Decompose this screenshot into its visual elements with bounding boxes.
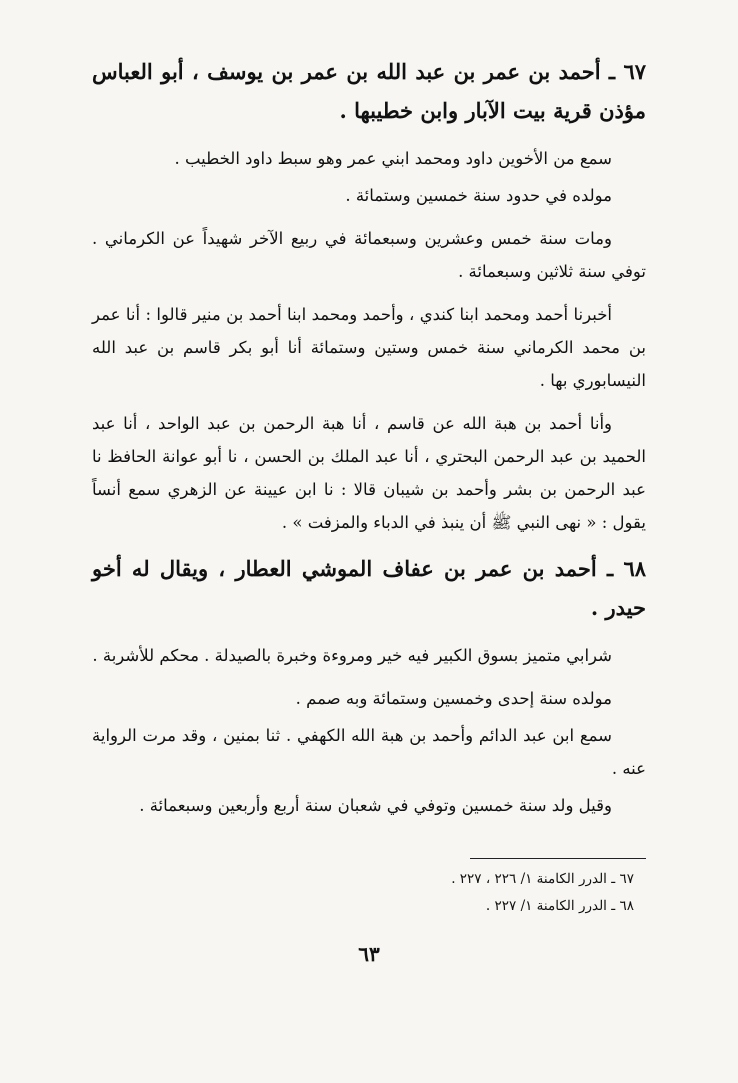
biography-entry-67 (92, 52, 646, 539)
footnote-68: ٦٨ ـ الدرر الكامنة ١/ ٢٢٧ . (485, 898, 634, 914)
entry-paragraph: ومات سنة خمس وعشرين وسبعمائة في ربيع الآخر شهيداً عن الكرماني . توفي سنة ثلاثين وسبعمائة . (92, 229, 646, 281)
entry-paragraph: أخبرنا أحمد ومحمد ابنا كندي ، وأحمد ومحمد ابنا أحمد بن منير قالوا : أنا عمر بن محمد الكرماني سنة خمس وستين وستمائة أنا أبو بكر قاسم بن عبد الله النيسابوري بها . (92, 305, 646, 390)
entry-paragraph: وقيل ولد سنة خمسين وتوفي في شعبان سنة أربع وأربعين وسبعمائة . (139, 796, 612, 815)
entry-paragraph: سمع ابن عبد الدائم وأحمد بن هبة الله الكهفي . ثنا بمنين ، وقد مرت الرواية عنه . (92, 726, 646, 778)
entry-heading: ٦٨ ـ أحمد بن عمر بن عفاف الموشي العطار ، ويقال له أخو حيدر . (92, 556, 646, 620)
biography-entry-68 (92, 549, 646, 822)
entry-paragraph: شرابي متميز بسوق الكبير فيه خير ومروءة وخبرة بالصيدلة . محكم للأشربة . (92, 646, 612, 665)
footnotes (451, 866, 634, 920)
page-number: ٦٣ (358, 942, 380, 966)
entry-paragraph: مولده سنة إحدى وخمسين وستمائة وبه صمم . (295, 689, 612, 708)
entry-paragraph: مولده في حدود سنة خمسين وستمائة . (345, 186, 612, 205)
footnote-67: ٦٧ ـ الدرر الكامنة ١/ ٢٢٦ ، ٢٢٧ . (451, 871, 634, 887)
entry-heading: ٦٧ ـ أحمد بن عمر بن عبد الله بن عمر بن يوسف ، أبو العباس مؤذن قرية بيت الآبار وابن خطيبها . (92, 59, 646, 123)
footnote-divider (470, 858, 646, 859)
entry-paragraph: سمع من الأخوين داود ومحمد ابني عمر وهو سبط داود الخطيب . (174, 149, 612, 168)
entry-paragraph: وأنا أحمد بن هبة الله عن قاسم ، أنا هبة الرحمن بن عبد الواحد ، أنا عبد الحميد بن عبد الرحمن البحتري ، أنا عبد الملك بن الحسن ، نا أبو عوانة الحافظ نا عبد الرحمن بن بشر وأحمد بن شيبان قالا : نا ابن عيينة عن الزهري سمع أنساً يقول : « نهى النبي ﷺ أن ينبذ في الدباء والمزفت » . (92, 414, 646, 532)
